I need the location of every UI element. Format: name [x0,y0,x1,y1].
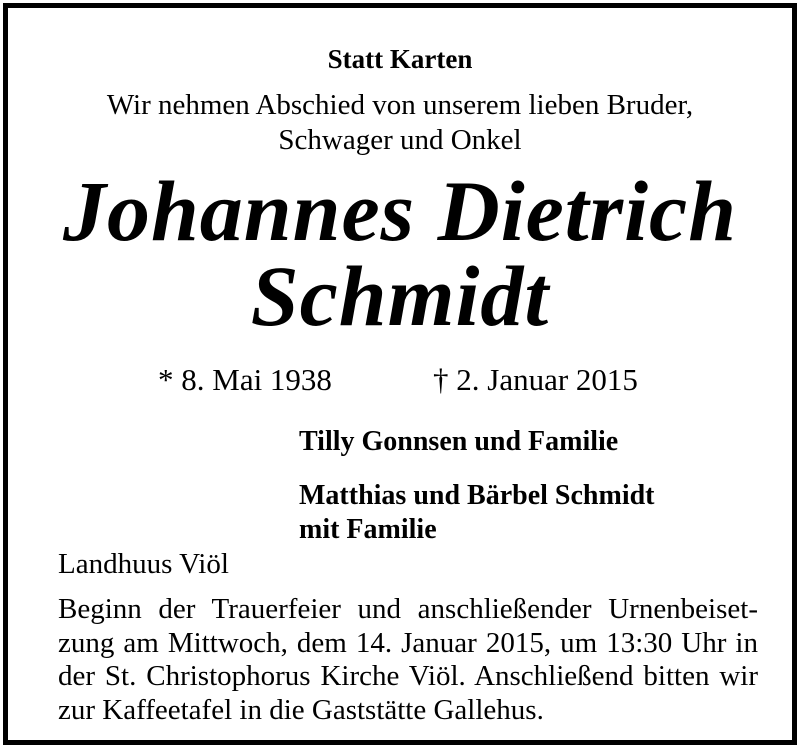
service-line-3: der St. Christophorus Kirche Viöl. Anschließend bitten wir [58,660,758,692]
deceased-name-last: Schmidt [250,248,550,344]
birth-date: * 8. Mai 1938 [158,362,332,397]
service-details [58,593,758,727]
service-line-2: zung am Mittwoch, dem 14. Januar 2015, um 13:30 Uhr in [58,626,758,659]
intro-line-2: Schwager und Onkel [278,124,522,156]
deceased-name-first: Johannes Dietrich [62,163,738,259]
intro-line-1: Wir nehmen Abschied von unserem lieben Bruder, [106,89,694,121]
obituary-notice [3,3,797,745]
mourner-1: Tilly Gonnsen und Familie [299,426,619,457]
mourner-2-suffix: mit Familie [299,514,437,545]
place-name: Landhuus Viöl [58,548,229,580]
mourner-2: Matthias und Bärbel Schmidt [299,480,655,511]
service-line-4: zur Kaffeetafel in die Gaststätte Gallehus. [58,693,544,726]
notice-heading: Statt Karten [327,44,473,74]
death-date: † 2. Januar 2015 [433,362,638,397]
service-line-1: Beginn der Trauerfeier und anschließender Urnenbeiset- [58,593,758,625]
